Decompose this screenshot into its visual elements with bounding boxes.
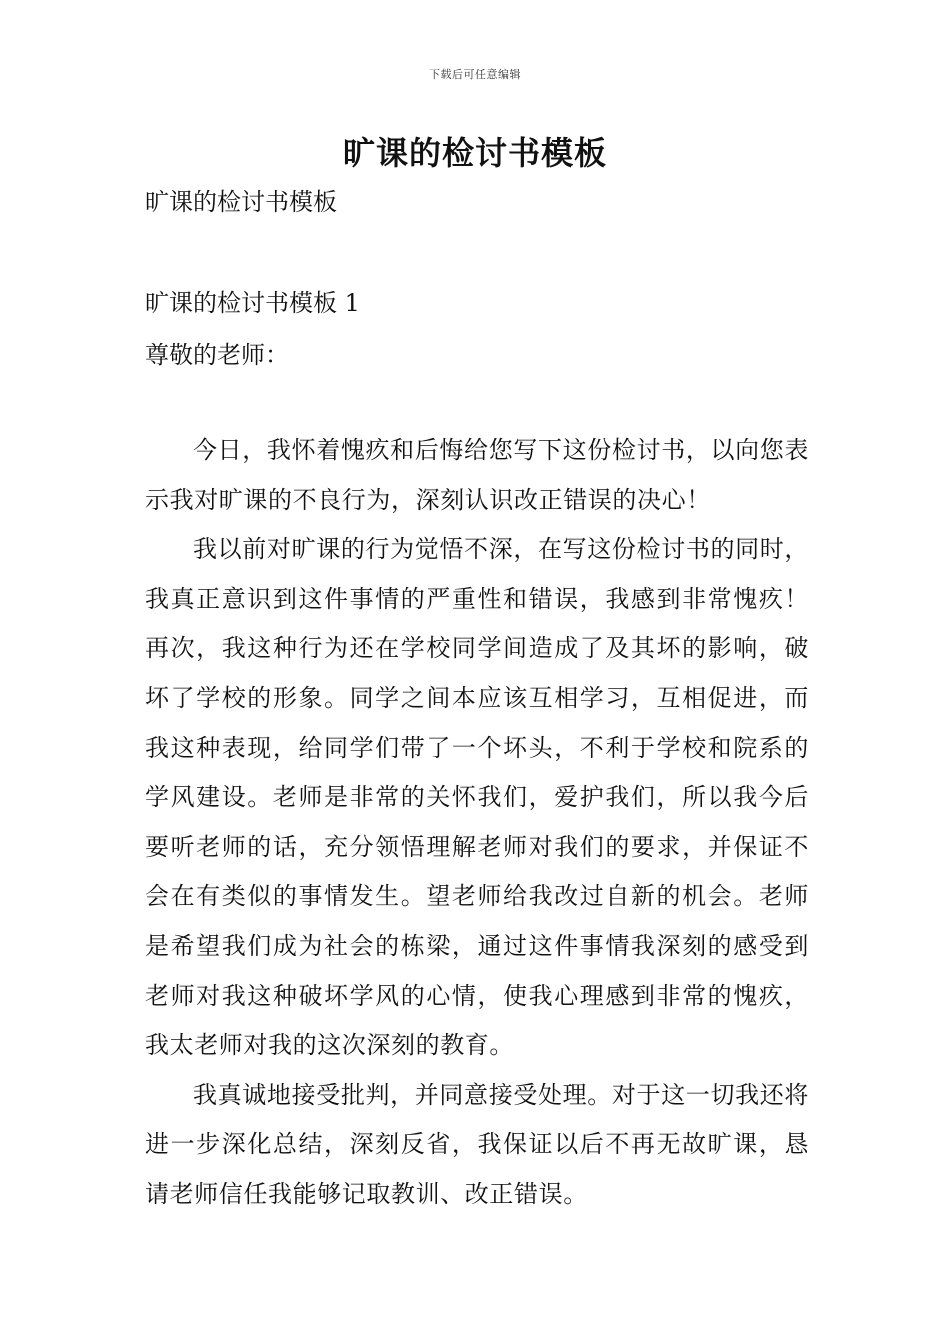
document-title: 旷课的检讨书模板: [342, 134, 607, 172]
section-title: 旷课的检讨书模板 1: [145, 289, 360, 317]
document-subtitle: 旷课的检讨书模板: [145, 188, 337, 216]
salutation: 尊敬的老师：: [145, 341, 289, 369]
paragraph-2: 我以前对旷课的行为觉悟不深，在写这份检讨书的同时，我真正意识到这件事情的严重性和错误，我感到非常愧疚！再次，我这种行为还在学校同学间造成了及其坏的影响，破坏了学校的形象。同学之间本应该互相学习，互相促进，而我这种表现，给同学们带了一个坏头，不利于学校和院系的学风建设。老师是非常的关怀我们，爱护我们，所以我今后要听老师的话，充分领悟理解老师对我们的要求，并保证不会在有类似的事情发生。望老师给我改过自新的机会。老师是希望我们成为社会的栋梁，通过这件事情我深刻的感受到老师对我这种破坏学风的心情，使我心理感到非常的愧疚，我太老师对我的这次深刻的教育。: [145, 535, 809, 1060]
letter-body: [145, 426, 809, 1220]
paragraph-1: 今日，我怀着愧疚和后悔给您写下这份检讨书，以向您表示我对旷课的不良行为，深刻认识改正错误的决心！: [145, 436, 809, 514]
paragraph-3: 我真诚地接受批判，并同意接受处理。对于这一切我还将进一步深化总结，深刻反省，我保证以后不再无故旷课，恳请老师信任我能够记取教训、改正错误。: [145, 1080, 809, 1208]
header-note: 下载后可任意编辑: [429, 68, 521, 81]
